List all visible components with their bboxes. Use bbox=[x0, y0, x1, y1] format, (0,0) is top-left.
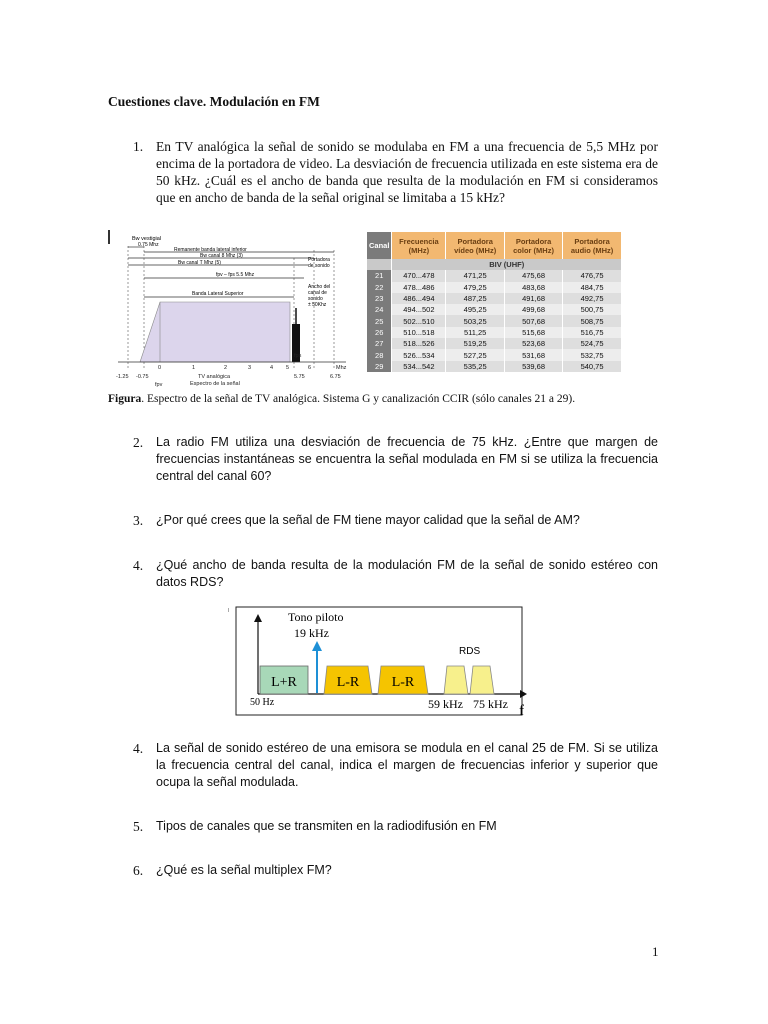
banda-lateral-label: Banda Lateral Superior bbox=[192, 291, 244, 297]
table-cell: 507,68 bbox=[504, 315, 562, 326]
pilot-freq: 19 kHz bbox=[294, 626, 329, 640]
tick-label: -0.75 bbox=[136, 374, 149, 380]
band-row bbox=[367, 259, 622, 270]
table-cell: 519,25 bbox=[446, 338, 505, 349]
table-cell: 539,68 bbox=[504, 361, 562, 372]
table-cell: 492,75 bbox=[563, 293, 622, 304]
table-cell: 540,75 bbox=[563, 361, 622, 372]
portadora-sonido-2: de sonido bbox=[308, 263, 330, 269]
tv-analogica-label: TV analógica bbox=[198, 374, 231, 380]
k75-label: 75 kHz bbox=[473, 697, 508, 711]
fpv-fps-label: fpv – fps 5.5 Mhz bbox=[216, 272, 255, 278]
l-plus-r-label: L+R bbox=[271, 675, 297, 690]
table-cell: 470...478 bbox=[392, 270, 446, 281]
table-cell: 483,68 bbox=[504, 282, 562, 293]
table-cell: 503,25 bbox=[446, 315, 505, 326]
band-label: BIV (UHF) bbox=[392, 259, 622, 270]
pilot-label: Tono piloto bbox=[288, 610, 344, 624]
k59-label: 59 kHz bbox=[428, 697, 463, 711]
ancho-canal-4: ± 50Khz bbox=[308, 302, 327, 308]
table-cell: 516,75 bbox=[563, 327, 622, 338]
bw-vestigial-label: Bw vestigial bbox=[132, 236, 162, 242]
table-cell: 486...494 bbox=[392, 293, 446, 304]
rds-block-1 bbox=[444, 666, 468, 694]
table-row bbox=[367, 270, 622, 281]
table-cell: 500,75 bbox=[563, 304, 622, 315]
tick-label: 6.75 bbox=[330, 374, 341, 380]
tick-label: 6 bbox=[308, 365, 312, 371]
table-cell: 499,68 bbox=[504, 304, 562, 315]
ancho-canal-3: sonido bbox=[308, 296, 323, 302]
table-row bbox=[367, 315, 622, 326]
question-text: Tipos de canales que se transmiten en la radiodifusión en FM bbox=[156, 819, 497, 833]
table-header: Portadora vídeo (MHz) bbox=[446, 232, 505, 259]
table-cell: 508,75 bbox=[563, 315, 622, 326]
table-cell: 23 bbox=[367, 293, 392, 304]
l-minus-r-label-1: L-R bbox=[336, 675, 360, 690]
remanente-label: Remanente banda lateral inferior bbox=[174, 247, 247, 253]
question-text: ¿Por qué crees que la señal de FM tiene mayor calidad que la señal de AM? bbox=[156, 513, 580, 527]
table-row bbox=[367, 293, 622, 304]
table-cell: 28 bbox=[367, 349, 392, 360]
table-cell: 25 bbox=[367, 315, 392, 326]
portadora-sonido-1: Portadora bbox=[308, 257, 330, 263]
question-number: 1. bbox=[133, 139, 144, 154]
table-cell: 535,25 bbox=[446, 361, 505, 372]
table-cell: 29 bbox=[367, 361, 392, 372]
table-cell: 487,25 bbox=[446, 293, 505, 304]
figure-caption bbox=[108, 393, 575, 405]
table-cell: 526...534 bbox=[392, 349, 446, 360]
tick-label: 3 bbox=[248, 365, 252, 371]
bw-vestigial-value: 0.75 Mhz bbox=[138, 242, 159, 248]
question-number: 4. bbox=[133, 741, 144, 756]
table-cell: 491,68 bbox=[504, 293, 562, 304]
table-row bbox=[367, 304, 622, 315]
l-minus-r-label-2: L-R bbox=[391, 675, 415, 690]
axis-unit: Mhz bbox=[336, 365, 347, 371]
table-row bbox=[367, 282, 622, 293]
table-header: Canal bbox=[367, 232, 392, 259]
tick-label: 4 bbox=[270, 365, 274, 371]
table-cell: 532,75 bbox=[563, 349, 622, 360]
table-cell: 510...518 bbox=[392, 327, 446, 338]
question-number: 2. bbox=[133, 435, 144, 450]
ancho-canal-1: Ancho del bbox=[308, 284, 331, 290]
tick-label: 5 bbox=[286, 365, 290, 371]
rds-block-2 bbox=[470, 666, 494, 694]
table-cell: 484,75 bbox=[563, 282, 622, 293]
table-cell: 511,25 bbox=[446, 327, 505, 338]
tv-spectrum-diagram bbox=[108, 228, 358, 388]
rds-label: RDS bbox=[459, 646, 481, 657]
question-text: ¿Qué ancho de banda resulta de la modulación FM de la señal de sonido estéreo con datos RDS? bbox=[156, 558, 658, 589]
table-cell: 494...502 bbox=[392, 304, 446, 315]
question-number: 5. bbox=[133, 819, 144, 834]
tick-label: -1.25 bbox=[116, 374, 129, 380]
table-row bbox=[367, 349, 622, 360]
tick-label: 2 bbox=[224, 365, 228, 371]
table-cell: 534...542 bbox=[392, 361, 446, 372]
stereo-fm-diagram bbox=[228, 604, 528, 718]
table-row bbox=[367, 338, 622, 349]
hz50-label: 50 Hz bbox=[250, 697, 275, 708]
question-text: La radio FM utiliza una desviación de frecuencia de 75 kHz. ¿Entre que margen de frecuencias instantáneas se encuentra la señal modulada en FM si se utiliza la frecuencia central del canal 60? bbox=[156, 435, 658, 483]
table-cell: 515,68 bbox=[504, 327, 562, 338]
table-cell: 527,25 bbox=[446, 349, 505, 360]
fpv-label: fpv bbox=[155, 382, 163, 388]
table-cell: 495,25 bbox=[446, 304, 505, 315]
question-text: La señal de sonido estéreo de una emisora se modula en el canal 25 de FM. Si se utiliza la frecuencia central del canal, indica el margen de frecuencias inferior y superior que ocupa la señal modulada. bbox=[156, 741, 658, 789]
table-row bbox=[367, 361, 622, 372]
caption-label: Figura bbox=[108, 393, 142, 405]
fps-label: fps bbox=[294, 353, 302, 359]
table-cell: 22 bbox=[367, 282, 392, 293]
table-header-row bbox=[367, 232, 622, 259]
tick-label: 1 bbox=[192, 365, 196, 371]
table-cell: 478...486 bbox=[392, 282, 446, 293]
question-number: 4. bbox=[133, 558, 144, 573]
table-cell: 475,68 bbox=[504, 270, 562, 281]
question-text: ¿Qué es la señal multiplex FM? bbox=[156, 863, 332, 877]
table-cell: 476,75 bbox=[563, 270, 622, 281]
table-cell: 502...510 bbox=[392, 315, 446, 326]
question-number: 3. bbox=[133, 513, 144, 528]
page-number: 1 bbox=[652, 944, 659, 959]
table-header: Portadora color (MHz) bbox=[504, 232, 562, 259]
table-cell: 524,75 bbox=[563, 338, 622, 349]
bw-canal-tv-label: Bw canal T Mhz (5) bbox=[178, 260, 221, 266]
table-cell: 523,68 bbox=[504, 338, 562, 349]
table-cell: 26 bbox=[367, 327, 392, 338]
table-cell: 518...526 bbox=[392, 338, 446, 349]
espectro-label: Espectro de la señal bbox=[190, 381, 240, 387]
table-cell: 24 bbox=[367, 304, 392, 315]
question-text: En TV analógica la señal de sonido se modulaba en FM a una frecuencia de 5,5 MHz por encima de la portadora de video. La desviación de frecuencia utilizada en este sistema era de 50 kHz. ¿Cuál es el ancho de banda que resulta de la modulación en FM si consideramos que en ancho de banda de la señal original se limitaba a 15 kHz? bbox=[156, 139, 658, 205]
f-label: f bbox=[519, 703, 524, 718]
tick-label: 5.75 bbox=[294, 374, 305, 380]
page-title: Cuestiones clave. Modulación en FM bbox=[108, 94, 320, 109]
tick-label: 0 bbox=[158, 365, 162, 371]
table-cell: 27 bbox=[367, 338, 392, 349]
table-row bbox=[367, 327, 622, 338]
table-header: Frecuencia (MHz) bbox=[392, 232, 446, 259]
ancho-canal-2: canal de bbox=[308, 290, 327, 296]
table-cell: 531,68 bbox=[504, 349, 562, 360]
table-cell: 471,25 bbox=[446, 270, 505, 281]
question-number: 6. bbox=[133, 863, 144, 878]
caption-text: . Espectro de la señal de TV analógica. Sistema G y canalización CCIR (sólo canales 21 a 29). bbox=[141, 393, 576, 405]
table-cell: 479,25 bbox=[446, 282, 505, 293]
channel-table bbox=[367, 232, 622, 372]
table-header: Portadora audio (MHz) bbox=[563, 232, 622, 259]
table-cell: 21 bbox=[367, 270, 392, 281]
bw-canal-label: Bw canal 8 Mhz (3) bbox=[200, 253, 243, 259]
